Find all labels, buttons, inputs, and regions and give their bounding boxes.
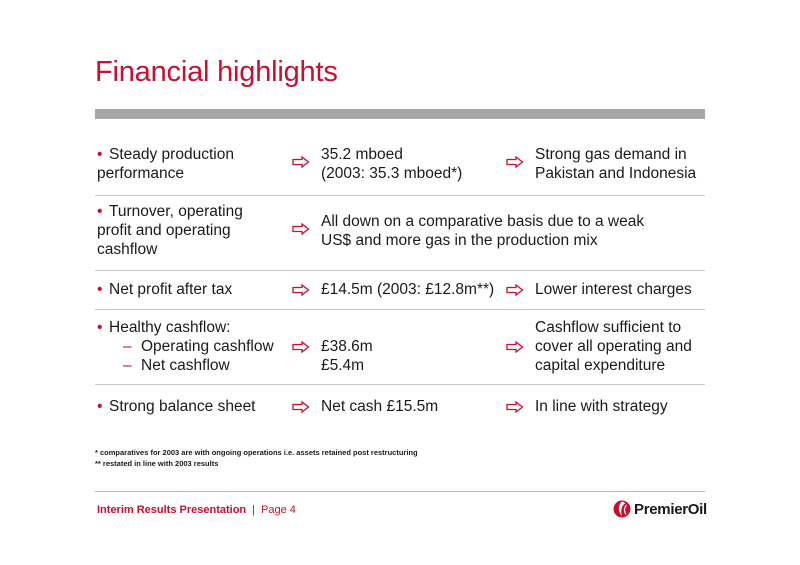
row-5-label: • Strong balance sheet [97, 398, 256, 415]
arrow-icon [506, 156, 524, 168]
row-divider [95, 384, 705, 385]
bullet-icon: • [97, 146, 103, 163]
row-4-value: £38.6m £5.4m [321, 338, 373, 374]
arrow-icon [292, 223, 310, 235]
row-5-outcome: In line with strategy [535, 398, 668, 415]
company-logo [613, 497, 707, 521]
row-divider [95, 270, 705, 271]
logo-wordmark: PremierOil [634, 500, 707, 518]
row-4-outcome: Cashflow sufficient to cover all operating and capital expenditure [535, 319, 692, 374]
footer-presentation-title: Interim Results Presentation [97, 504, 247, 516]
footnote-restated: ** restated in line with 2003 results [95, 459, 219, 468]
arrow-icon [506, 341, 524, 353]
row-4-sub-list [97, 337, 274, 375]
arrow-icon [292, 156, 310, 168]
footnote-comparatives: * comparatives for 2003 are with ongoing operations i.e. assets retained post restructuring [95, 448, 418, 457]
row-3-label: • Net profit after tax [97, 281, 233, 298]
title-divider-bar [95, 109, 705, 119]
page-title: Financial highlights [95, 56, 338, 88]
row-5-value: Net cash £15.5m [321, 398, 439, 415]
premier-oil-logo-icon [613, 500, 631, 518]
sub-item-net-cashflow: – Net cashflow [123, 357, 230, 374]
footer-divider [95, 491, 705, 492]
footer [97, 504, 296, 516]
arrow-icon [292, 401, 310, 413]
bullet-icon: • [97, 319, 103, 336]
row-1-outcome: Strong gas demand in Pakistan and Indonesia [535, 146, 697, 182]
row-3-outcome: Lower interest charges [535, 281, 692, 298]
arrow-icon [506, 284, 524, 296]
row-1-label: • Steady production performance [97, 146, 234, 182]
dash-icon: – [123, 338, 132, 355]
footer-page-number: Page 4 [261, 504, 296, 516]
bullet-icon: • [97, 203, 103, 220]
dash-icon: – [123, 357, 132, 374]
row-divider [95, 309, 705, 310]
arrow-icon [292, 341, 310, 353]
bullet-icon: • [97, 281, 103, 298]
row-1-value: 35.2 mboed (2003: 35.3 mboed*) [321, 146, 463, 182]
row-2-value: All down on a comparative basis due to a weak US$ and more gas in the production mix [321, 213, 645, 249]
row-divider [95, 195, 705, 196]
arrow-icon [506, 401, 524, 413]
arrow-icon [292, 284, 310, 296]
footer-separator: | [252, 504, 256, 516]
row-4-label: • Healthy cashflow: [97, 319, 231, 336]
sub-item-operating-cashflow: – Operating cashflow [123, 338, 274, 355]
bullet-icon: • [97, 398, 103, 415]
row-3-value: £14.5m (2003: £12.8m**) [321, 281, 495, 298]
row-2-label: • Turnover, operating profit and operating cashflow [97, 203, 243, 258]
